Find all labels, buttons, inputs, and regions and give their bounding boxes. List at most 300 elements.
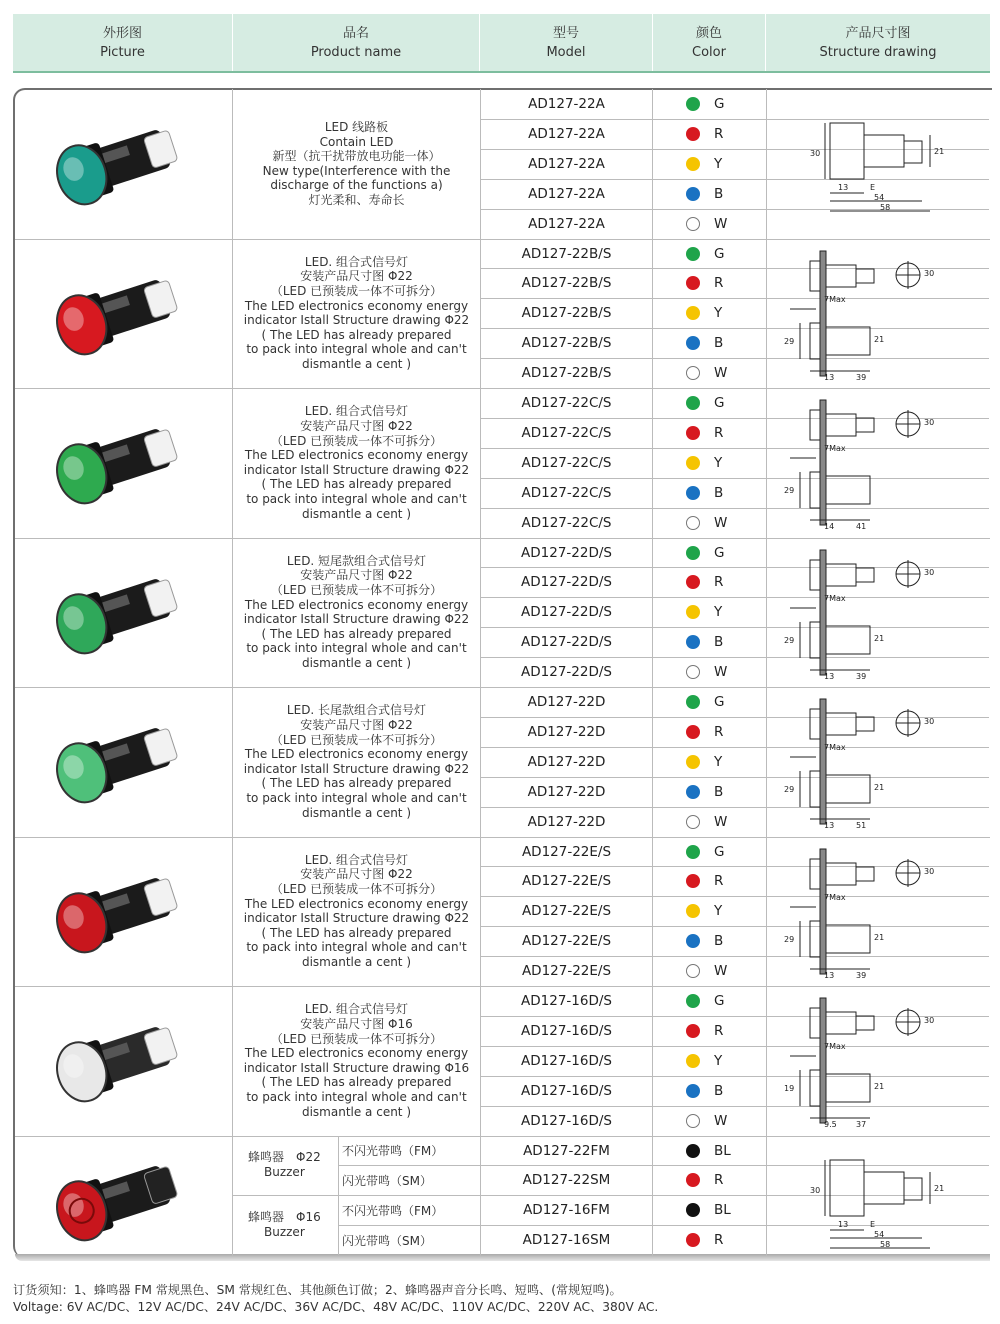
description-line: to pack into integral whole and can't [246, 940, 467, 955]
color-cell [686, 986, 724, 1016]
description-line: indicator Istall Structure drawing Φ22 [243, 462, 470, 477]
product-description [233, 89, 480, 239]
model-cell: AD127-22C/S [521, 454, 612, 471]
model-cell: AD127-22D/S [521, 664, 612, 681]
color-cell [686, 747, 722, 777]
model-cell: AD127-16D/S [521, 1082, 612, 1099]
color-code: G [714, 843, 725, 860]
description-line: 安装产品尺寸图 Φ22 [300, 418, 413, 433]
buzzer16-zh: 蜂鸣器 Φ16 [248, 1210, 321, 1224]
color-swatch [686, 725, 700, 739]
model-cell: AD127-22D/S [521, 544, 612, 561]
dimension-label: 29 [784, 336, 795, 346]
dimension-label: 39 [856, 671, 867, 681]
color-swatch [686, 306, 700, 320]
color-swatch [686, 486, 700, 500]
description-line: The LED electronics economy energy [244, 597, 469, 612]
description-line: 安装产品尺寸图 Φ22 [300, 867, 413, 882]
product-description [233, 239, 480, 389]
dimension-label: 39 [856, 372, 867, 382]
description-line: to pack into integral whole and can't [246, 491, 467, 506]
model-cell: AD127-22C/S [521, 395, 612, 411]
color-cell [686, 956, 727, 986]
buzzer-photo [40, 1140, 190, 1264]
color-cell [686, 328, 723, 358]
header-model-en: Model [546, 44, 586, 60]
color-swatch [686, 217, 700, 231]
header-drawing-en: Structure drawing [819, 44, 937, 60]
color-swatch [686, 366, 700, 380]
color-code: W [714, 813, 728, 830]
dimension-label: 21 [874, 633, 885, 643]
model-cell: AD127-16FM [523, 1202, 610, 1219]
dimension-label: E [870, 1219, 876, 1229]
description-line: The LED electronics economy energy [244, 1046, 469, 1061]
description-line: （LED 已预装成一体不可拆分） [270, 284, 443, 299]
dimension-label: 14 [824, 522, 835, 531]
color-swatch [686, 1144, 700, 1158]
description-line: （LED 已预装成一体不可拆分） [270, 433, 443, 448]
color-cell [686, 418, 723, 448]
description-line: The LED electronics economy energy [244, 448, 469, 463]
description-line: ( The LED has already prepared [261, 327, 452, 342]
color-code: W [714, 1112, 728, 1129]
color-code: R [714, 1172, 724, 1189]
color-code: Y [714, 753, 723, 770]
description-line: Contain LED [319, 134, 394, 149]
header-drawing [766, 14, 990, 71]
dimension-label: 58 [880, 1239, 891, 1249]
model-cell: AD127-22A [528, 215, 605, 232]
dimension-label: 54 [874, 193, 885, 202]
dimension-label: 39 [856, 970, 867, 980]
product-description [233, 986, 480, 1136]
description-line: to pack into integral whole and can't [246, 641, 467, 656]
model-cell: AD127-22B/S [521, 245, 612, 262]
dimension-label: E [870, 183, 876, 192]
color-swatch [686, 1054, 700, 1068]
description-line: LED. 短尾款组合式信号灯 [286, 553, 427, 568]
structure-drawing [770, 542, 970, 682]
color-swatch [686, 1173, 700, 1187]
color-cell [686, 1046, 722, 1076]
dimension-label: 7Max [824, 743, 846, 752]
dimension-label: 29 [784, 486, 795, 495]
buzzer-mode: 不闪光带鸣（FM） [342, 1203, 444, 1218]
dimension-label: 21 [874, 783, 885, 792]
color-code: B [714, 933, 724, 950]
color-swatch [686, 1233, 700, 1247]
color-swatch [686, 934, 700, 948]
description-line: indicator Istall Structure drawing Φ22 [243, 313, 470, 328]
color-code: B [714, 484, 724, 501]
color-cell [686, 179, 723, 209]
dimension-label: 13 [838, 183, 849, 192]
header-picture-en: Picture [100, 44, 145, 60]
color-cell [686, 298, 722, 328]
dimension-label: 30 [810, 1185, 821, 1195]
product-photo [40, 852, 190, 976]
color-cell [686, 1195, 731, 1225]
color-code: G [714, 96, 725, 112]
description-line: dismantle a cent ) [301, 955, 412, 970]
voltage-notes: Voltage: 6V AC/DC、12V AC/DC、24V AC/DC、36V AC/DC、48V AC/DC、110V AC/DC、220V AC、380V AC. [13, 1300, 659, 1314]
description-line: LED. 组合式信号灯 [304, 1002, 409, 1017]
model-cell: AD127-22B/S [521, 275, 612, 292]
description-line: discharge of the functions a) [270, 178, 443, 193]
color-code: B [714, 1082, 724, 1099]
color-swatch [686, 127, 700, 141]
dimension-label: 21 [874, 932, 885, 942]
description-line: New type(Interference with the [262, 163, 451, 178]
color-swatch [686, 1114, 700, 1128]
description-line: LED. 组合式信号灯 [304, 852, 409, 867]
color-code: Y [714, 1052, 723, 1069]
buzzer16-label [248, 1210, 321, 1240]
structure-drawing [770, 392, 970, 532]
header-model-zh: 型号 [552, 25, 579, 41]
description-line: ( The LED has already prepared [261, 477, 452, 492]
color-code: W [714, 215, 728, 232]
product-photo [40, 403, 190, 527]
color-swatch [686, 994, 700, 1008]
dimension-label: 13 [824, 821, 835, 830]
description-line: indicator Istall Structure drawing Φ22 [243, 612, 470, 627]
model-cell: AD127-22D [527, 783, 606, 800]
order-notes: 订货须知：1、蜂鸣器 FM 常规黑色、SM 常规红色、其他颜色订做；2、蜂鸣器声音分长鸣、短鸣、(常规短鸣)。 [13, 1283, 622, 1297]
model-cell: AD127-22B/S [521, 365, 612, 382]
color-cell [686, 388, 724, 418]
color-code: Y [714, 305, 723, 322]
structure-drawing [770, 243, 970, 383]
description-line: dismantle a cent ) [301, 357, 412, 372]
buzzer-drawing [770, 1138, 970, 1258]
color-cell [686, 538, 724, 568]
color-swatch [686, 97, 700, 111]
color-swatch [686, 1084, 700, 1098]
description-line: ( The LED has already prepared [261, 1075, 452, 1090]
color-swatch [686, 815, 700, 829]
dimension-label: 7Max [824, 1042, 846, 1051]
color-swatch [686, 635, 700, 649]
description-line: The LED electronics economy energy [244, 747, 469, 762]
color-swatch [686, 874, 700, 888]
color-swatch [686, 755, 700, 769]
color-swatch [686, 904, 700, 918]
color-swatch [686, 964, 700, 978]
description-line: LED. 长尾款组合式信号灯 [286, 703, 427, 718]
color-cell [686, 567, 723, 597]
color-cell [686, 597, 722, 627]
color-cell [686, 448, 722, 478]
dimension-label: 58 [880, 203, 891, 212]
description-line: LED. 组合式信号灯 [304, 404, 409, 419]
color-code: R [714, 275, 724, 292]
color-cell [686, 209, 727, 239]
color-cell [686, 1016, 723, 1046]
header-color-zh: 颜色 [695, 25, 722, 41]
model-cell: AD127-22A [528, 125, 605, 142]
buzzer-mode: 不闪光带鸣（FM） [342, 1144, 444, 1158]
dimension-label: 13 [824, 970, 835, 980]
model-cell: AD127-22D [527, 813, 606, 830]
description-line: dismantle a cent ) [301, 506, 412, 521]
description-line: dismantle a cent ) [301, 656, 412, 671]
color-swatch [686, 575, 700, 589]
header-picture [13, 14, 232, 71]
model-cell: AD127-22C/S [521, 484, 612, 501]
buzzer-mode: 闪光带鸣（SM） [342, 1233, 432, 1248]
buzzer22-zh: 蜂鸣器 Φ22 [248, 1150, 321, 1164]
description-line: The LED electronics economy energy [244, 896, 469, 911]
color-code: B [714, 783, 724, 800]
model-cell: AD127-22D/S [521, 574, 612, 591]
dimension-label: 30 [924, 268, 935, 278]
color-swatch [686, 546, 700, 560]
color-cell [686, 926, 723, 956]
color-swatch [686, 665, 700, 679]
header-color-en: Color [692, 44, 726, 60]
color-cell [686, 687, 724, 717]
color-swatch [686, 456, 700, 470]
header-product-name [233, 14, 479, 71]
description-line: dismantle a cent ) [301, 805, 412, 820]
dimension-label: 7Max [824, 294, 846, 304]
color-code: Y [714, 454, 723, 471]
model-cell: AD127-16D/S [521, 1112, 612, 1129]
dimension-label: 29 [784, 934, 795, 944]
model-cell: AD127-22D [527, 753, 606, 770]
color-code: W [714, 514, 728, 531]
header-name-en: Product name [310, 44, 402, 60]
structure-drawing [770, 691, 970, 831]
dimension-label: 30 [924, 418, 935, 427]
color-code: R [714, 574, 724, 591]
product-description [233, 837, 480, 987]
color-code: R [714, 873, 724, 890]
color-cell [686, 896, 722, 926]
product-photo [40, 104, 190, 228]
dimension-label: 29 [784, 635, 795, 645]
product-photo [40, 1001, 190, 1125]
dimension-label: 30 [924, 567, 935, 577]
buzzer22-label [248, 1150, 321, 1180]
description-line: （LED 已预装成一体不可拆分） [270, 583, 443, 598]
color-swatch [686, 845, 700, 859]
header-name-zh: 品名 [342, 25, 369, 41]
table-header [13, 14, 990, 73]
color-cell [686, 89, 724, 119]
color-code: R [714, 723, 724, 740]
model-cell: AD127-16D/S [521, 1022, 612, 1039]
product-photo [40, 702, 190, 826]
color-code: Y [714, 604, 723, 621]
model-cell: AD127-22FM [523, 1142, 610, 1159]
color-cell [686, 1136, 731, 1166]
description-line: ( The LED has already prepared [261, 626, 452, 641]
model-cell: AD127-22A [528, 96, 605, 112]
description-line: LED. 组合式信号灯 [304, 254, 409, 269]
structure-drawing [770, 101, 970, 241]
product-photo [40, 254, 190, 378]
header-color [653, 14, 765, 71]
header-drawing-zh: 产品尺寸图 [845, 25, 911, 41]
dimension-label: 29 [784, 785, 795, 794]
color-code: G [714, 395, 725, 411]
dimension-label: 9.5 [824, 1120, 837, 1129]
dimension-label: 13 [838, 1219, 849, 1229]
color-code: R [714, 424, 724, 441]
description-line: LED 线路板 [324, 119, 389, 134]
color-cell [686, 1225, 723, 1255]
model-cell: AD127-22E/S [521, 903, 612, 920]
product-photo [40, 553, 190, 677]
color-cell [686, 777, 723, 807]
color-swatch [686, 426, 700, 440]
column-divider [652, 89, 653, 1256]
dimension-label: 51 [856, 821, 867, 830]
color-code: W [714, 963, 728, 980]
dimension-label: 13 [824, 372, 835, 382]
color-swatch [686, 1203, 700, 1217]
color-swatch [686, 247, 700, 261]
model-cell: AD127-22D [527, 694, 606, 710]
dimension-label: 30 [924, 866, 935, 876]
color-cell [686, 837, 724, 867]
structure-drawing [770, 990, 970, 1130]
description-line: 安装产品尺寸图 Φ22 [300, 717, 413, 732]
color-code: BL [714, 1142, 731, 1159]
description-line: dismantle a cent ) [301, 1104, 412, 1119]
model-cell: AD127-22B/S [521, 335, 612, 352]
color-cell [686, 239, 724, 269]
dimension-label: 37 [856, 1120, 867, 1129]
model-cell: AD127-22D/S [521, 634, 612, 651]
color-swatch [686, 336, 700, 350]
structure-drawing [770, 841, 970, 981]
color-cell [686, 358, 727, 388]
dimension-label: 30 [924, 1016, 935, 1025]
color-code: G [714, 544, 725, 561]
color-swatch [686, 785, 700, 799]
product-description [233, 538, 480, 688]
color-cell [686, 149, 722, 179]
color-code: B [714, 185, 724, 202]
dimension-label: 19 [784, 1084, 795, 1093]
color-code: Y [714, 903, 723, 920]
product-description [233, 388, 480, 538]
model-cell: AD127-16D/S [521, 993, 612, 1009]
color-swatch [686, 187, 700, 201]
dimension-label: 21 [874, 334, 885, 344]
model-cell: AD127-22SM [522, 1172, 611, 1189]
color-cell [686, 268, 723, 298]
color-cell [686, 627, 723, 657]
description-line: 安装产品尺寸图 Φ16 [300, 1016, 413, 1031]
color-cell [686, 657, 727, 687]
model-cell: AD127-22D/S [521, 604, 612, 621]
color-swatch [686, 276, 700, 290]
description-line: ( The LED has already prepared [261, 925, 452, 940]
description-line: to pack into integral whole and can't [246, 790, 467, 805]
color-code: B [714, 335, 724, 352]
dimension-label: 21 [934, 147, 945, 156]
description-line: 安装产品尺寸图 Φ22 [300, 568, 413, 583]
color-cell [686, 1165, 723, 1195]
description-line: 安装产品尺寸图 Φ22 [300, 269, 413, 284]
model-cell: AD127-22D [527, 723, 606, 740]
dimension-label: 7Max [824, 593, 846, 603]
description-line: to pack into integral whole and can't [246, 1089, 467, 1104]
buzzer22-en: Buzzer [264, 1165, 305, 1179]
dimension-label: 54 [874, 1229, 885, 1239]
model-cell: AD127-16D/S [521, 1052, 612, 1069]
dimension-label: 41 [856, 522, 867, 531]
buzzer-mode: 闪光带鸣（SM） [342, 1173, 432, 1188]
description-line: indicator Istall Structure drawing Φ16 [243, 1060, 470, 1075]
model-cell: AD127-22C/S [521, 424, 612, 441]
color-cell [686, 717, 723, 747]
dimension-label: 21 [934, 1183, 945, 1193]
model-cell: AD127-22B/S [521, 305, 612, 322]
color-cell [686, 866, 723, 896]
color-cell [686, 807, 727, 837]
dimension-label: 30 [810, 149, 821, 158]
buzzer16-en: Buzzer [264, 1225, 305, 1239]
color-code: R [714, 1232, 724, 1249]
color-code: Y [714, 155, 723, 172]
description-line: to pack into integral whole and can't [246, 342, 467, 357]
color-code: W [714, 365, 728, 382]
color-cell [686, 119, 723, 149]
color-code: R [714, 125, 724, 142]
description-line: indicator Istall Structure drawing Φ22 [243, 911, 470, 926]
header-model [480, 14, 652, 71]
color-swatch [686, 516, 700, 530]
model-cell: AD127-22A [528, 185, 605, 202]
color-swatch [686, 396, 700, 410]
color-code: G [714, 694, 725, 710]
description-line: indicator Istall Structure drawing Φ22 [243, 761, 470, 776]
model-cell: AD127-22E/S [521, 933, 612, 950]
model-cell: AD127-22A [528, 155, 605, 172]
model-cell: AD127-22E/S [521, 843, 612, 860]
description-line: The LED electronics economy energy [244, 298, 469, 313]
column-divider [766, 89, 767, 1256]
description-line: （LED 已预装成一体不可拆分） [270, 882, 443, 897]
color-code: R [714, 1022, 724, 1039]
header-picture-zh: 外形图 [102, 25, 142, 41]
product-description [233, 687, 480, 837]
description-line: 新型（抗干扰带放电功能一体） [272, 149, 441, 164]
color-swatch [686, 157, 700, 171]
description-line: （LED 已预装成一体不可拆分） [270, 732, 443, 747]
color-code: G [714, 245, 725, 262]
color-swatch [686, 605, 700, 619]
description-line: （LED 已预装成一体不可拆分） [270, 1031, 443, 1046]
color-code: B [714, 634, 724, 651]
dimension-label: 21 [874, 1082, 885, 1091]
color-cell [686, 1076, 723, 1106]
color-code: BL [714, 1202, 731, 1219]
color-cell [686, 478, 723, 508]
color-cell [686, 508, 727, 538]
description-line: ( The LED has already prepared [261, 776, 452, 791]
dimension-label: 7Max [824, 444, 846, 453]
color-swatch [686, 1024, 700, 1038]
dimension-label: 13 [824, 671, 835, 681]
model-cell: AD127-22C/S [521, 514, 612, 531]
